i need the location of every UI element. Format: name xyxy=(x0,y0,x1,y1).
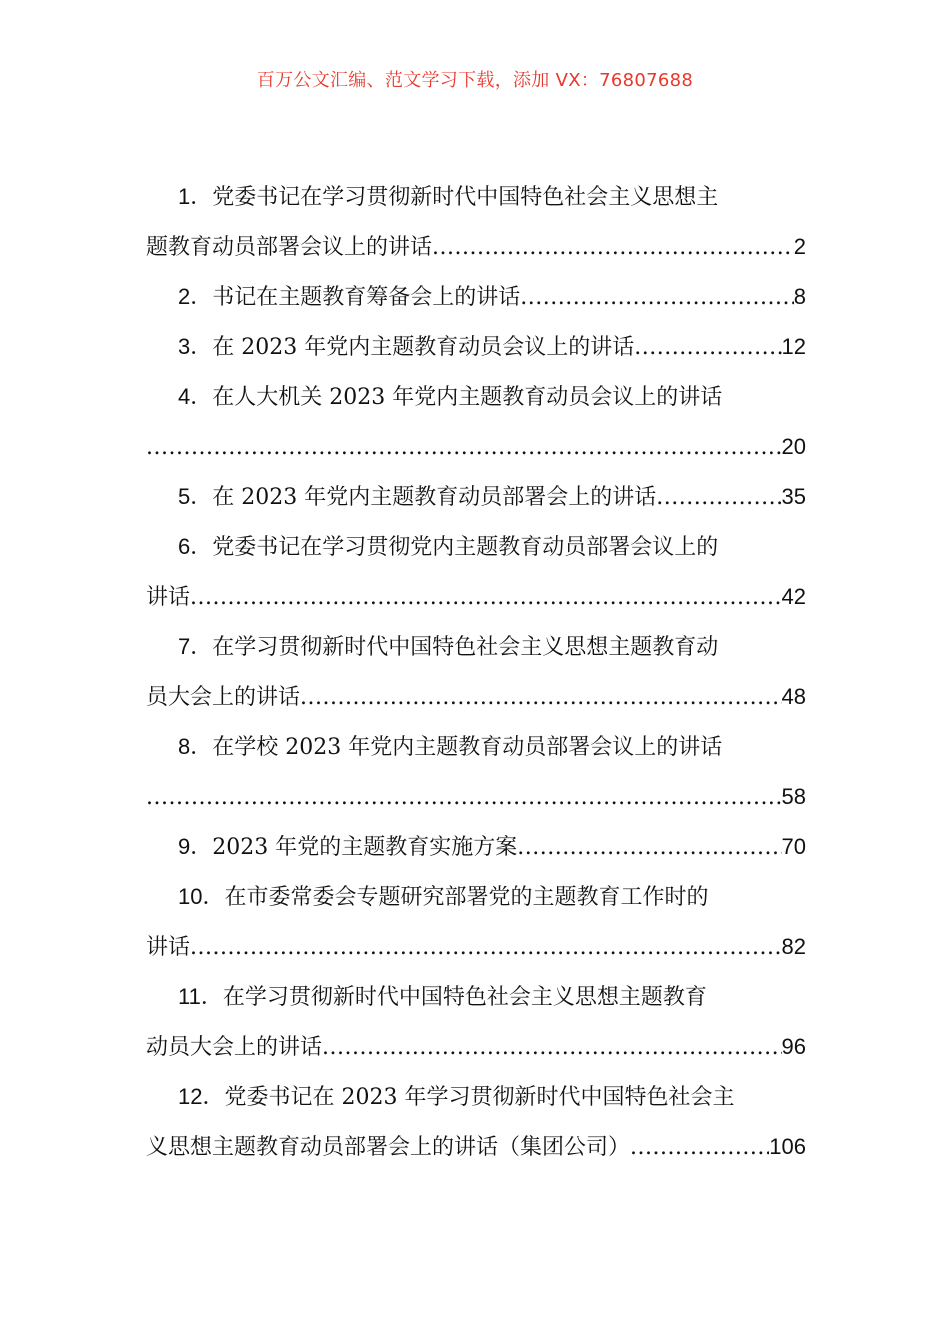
header-banner: 百万公文汇编、范文学习下载，添加 VX：76807688 xyxy=(256,70,694,91)
toc-number: 10． xyxy=(178,884,225,909)
dot-leader xyxy=(517,823,781,873)
toc-title: 在学习贯彻新时代中国特色社会主义思想主题教育动 xyxy=(212,635,719,660)
toc-entry-11-line-1[interactable] xyxy=(146,972,806,1022)
toc-title-cont: 题教育动员部署会议上的讲话 xyxy=(146,235,433,260)
toc-title: 党委书记在学习贯彻新时代中国特色社会主义思想主 xyxy=(212,185,719,210)
toc-number: 9． xyxy=(178,834,213,859)
dot-leader xyxy=(630,1123,769,1173)
toc-title: 2023 年党的主题教育实施方案 xyxy=(212,835,518,860)
toc-number: 2． xyxy=(178,284,213,309)
toc-entry-2[interactable] xyxy=(146,272,806,322)
toc-title: 在学习贯彻新时代中国特色社会主义思想主题教育 xyxy=(222,985,707,1010)
toc-title: 在 2023 年党内主题教育动员会议上的讲话 xyxy=(212,335,635,360)
toc-number: 11． xyxy=(178,984,223,1009)
toc-number: 7． xyxy=(178,634,213,659)
toc-page-number: 12 xyxy=(781,334,806,359)
toc-title: 在人大机关 2023 年党内主题教育动员会议上的讲话 xyxy=(212,385,723,410)
toc-title: 在市委常委会专题研究部署党的主题教育工作时的 xyxy=(224,885,709,910)
dot-leader xyxy=(300,673,782,723)
toc-entry-10-line-1[interactable] xyxy=(146,872,806,922)
toc-number: 3． xyxy=(178,334,213,359)
toc-title-cont: 义思想主题教育动员部署会上的讲话（集团公司） xyxy=(146,1135,631,1160)
toc-title-cont: 讲话 xyxy=(146,585,191,610)
toc-page-number: 48 xyxy=(781,684,806,709)
toc-entry-6-line-1[interactable] xyxy=(146,522,806,572)
toc-title-cont: 动员大会上的讲话 xyxy=(146,1035,323,1060)
toc-page-number: 96 xyxy=(781,1034,806,1059)
toc-title: 书记在主题教育筹备会上的讲话 xyxy=(212,285,521,310)
toc-title: 党委书记在 2023 年学习贯彻新时代中国特色社会主 xyxy=(224,1085,735,1110)
toc-page-number: 20 xyxy=(781,434,806,459)
toc-page-number: 106 xyxy=(769,1134,806,1159)
toc-entry-3[interactable] xyxy=(146,322,806,372)
toc-entry-4-line-1[interactable] xyxy=(146,372,806,422)
toc-title-cont: 员大会上的讲话 xyxy=(146,685,301,710)
toc-page-number: 82 xyxy=(781,934,806,959)
toc-page-number: 8 xyxy=(793,284,806,309)
toc-page-number: 70 xyxy=(781,834,806,859)
dot-leader xyxy=(322,1023,782,1073)
dot-leader xyxy=(190,573,782,623)
toc-entry-12-line-1[interactable] xyxy=(146,1072,806,1122)
toc-entry-12-line-2[interactable] xyxy=(146,1122,806,1172)
dot-leader xyxy=(634,323,781,373)
toc-number: 6． xyxy=(178,534,213,559)
toc-title: 党委书记在学习贯彻党内主题教育动员部署会议上的 xyxy=(212,535,719,560)
dot-leader xyxy=(146,423,782,473)
dot-leader xyxy=(656,473,781,523)
table-of-contents xyxy=(146,172,806,1172)
toc-entry-11-line-2[interactable] xyxy=(146,1022,806,1072)
dot-leader xyxy=(146,773,782,823)
dot-leader xyxy=(432,223,794,273)
dot-leader xyxy=(520,273,793,323)
toc-entry-7-line-1[interactable] xyxy=(146,622,806,672)
toc-page-number: 58 xyxy=(781,784,806,809)
toc-number: 1． xyxy=(178,184,213,209)
toc-entry-1-line-2[interactable] xyxy=(146,222,806,272)
toc-number: 4． xyxy=(178,384,213,409)
toc-title: 在 2023 年党内主题教育动员部署会上的讲话 xyxy=(212,485,657,510)
toc-entry-7-line-2[interactable] xyxy=(146,672,806,722)
toc-number: 12． xyxy=(178,1084,225,1109)
toc-entry-1-line-1[interactable] xyxy=(146,172,806,222)
toc-entry-8-line-1[interactable] xyxy=(146,722,806,772)
toc-title: 在学校 2023 年党内主题教育动员部署会议上的讲话 xyxy=(212,735,723,760)
toc-entry-9[interactable] xyxy=(146,822,806,872)
dot-leader xyxy=(190,923,782,973)
toc-page-number: 42 xyxy=(781,584,806,609)
toc-number: 8． xyxy=(178,734,213,759)
toc-entry-4-line-2[interactable] xyxy=(146,422,806,472)
toc-page-number: 2 xyxy=(793,234,806,259)
toc-entry-5[interactable] xyxy=(146,472,806,522)
toc-number: 5． xyxy=(178,484,213,509)
toc-title-cont: 讲话 xyxy=(146,935,191,960)
toc-page-number: 35 xyxy=(781,484,806,509)
toc-entry-10-line-2[interactable] xyxy=(146,922,806,972)
toc-entry-6-line-2[interactable] xyxy=(146,572,806,622)
toc-entry-8-line-2[interactable] xyxy=(146,772,806,822)
